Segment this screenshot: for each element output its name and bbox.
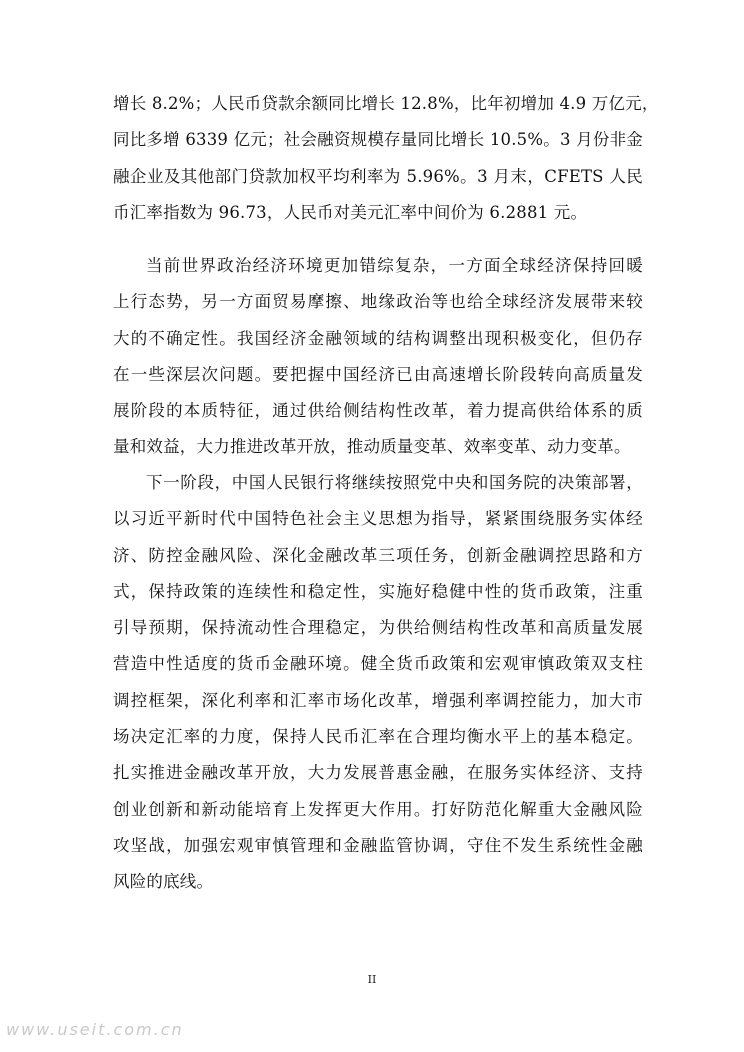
paragraph-line: 融企业及其他部门贷款加权平均利率为 5.96%。3 月末，CFETS 人民 xyxy=(113,166,643,186)
paragraph-line: 量和效益，大力推进改革开放，推动质量变革、效率变革、动力变革。 xyxy=(113,437,631,457)
paragraph-line: 济、防控金融风险、深化金融改革三项任务，创新金融调控思路和方 xyxy=(113,545,643,565)
paragraph-line: 增长 8.2%；人民币贷款余额同比增长 12.8%，比年初增加 4.9 万亿元， xyxy=(113,94,659,113)
paragraph-line: 式，保持政策的连续性和稳定性，实施好稳健中性的货币政策，注重 xyxy=(113,581,643,601)
paragraph-line: 以习近平新时代中国特色社会主义思想为指导，紧紧围绕服务实体经 xyxy=(113,509,643,529)
paragraph-line: 扎实推进金融改革开放，大力发展普惠金融，在服务实体经济、支持 xyxy=(113,763,643,783)
paragraph-line: 场决定汇率的力度，保持人民币汇率在合理均衡水平上的基本稳定。 xyxy=(113,727,643,747)
paragraph-line: 同比多增 6339 亿元；社会融资规模存量同比增长 10.5%。3 月份非金 xyxy=(113,130,643,150)
paragraph-line: 下一阶段，中国人民银行将继续按照党中央和国务院的决策部署， xyxy=(146,473,643,492)
paragraph-line: 展阶段的本质特征，通过供给侧结构性改革，着力提高供给体系的质 xyxy=(113,401,643,421)
paragraph-line: 营造中性适度的货币金融环境。健全货币政策和宏观审慎政策双支柱 xyxy=(113,654,643,674)
paragraph-line: 攻坚战，加强宏观审慎管理和金融监管协调，守住不发生系统性金融 xyxy=(113,835,643,855)
paragraph-line: 上行态势，另一方面贸易摩擦、地缘政治等也给全球经济发展带来较 xyxy=(113,292,643,312)
paragraph-2 xyxy=(113,248,643,466)
paragraph-line: 大的不确定性。我国经济金融领域的结构调整出现积极变化，但仍存 xyxy=(113,328,643,348)
page-number: II xyxy=(367,973,377,986)
paragraph-line: 调控框架，深化利率和汇率市场化改革，增强利率调控能力，加大市 xyxy=(113,690,643,710)
paragraph-line: 风险的底线。 xyxy=(113,872,214,892)
watermark: www.useit.com.cn xyxy=(6,1020,184,1039)
paragraph-line: 创业创新和新动能培育上发挥更大作用。打好防范化解重大金融风险 xyxy=(113,799,643,819)
paragraph-line: 币汇率指数为 96.73，人民币对美元汇率中间价为 6.2881 元。 xyxy=(113,202,588,222)
paragraph-3 xyxy=(113,465,643,901)
paragraph-line: 引导预期，保持流动性合理稳定，为供给侧结构性改革和高质量发展 xyxy=(113,618,643,638)
paragraph-1 xyxy=(113,86,659,231)
paragraph-line: 在一些深层次问题。要把握中国经济已由高速增长阶段转向高质量发 xyxy=(113,364,643,384)
paragraph-line: 当前世界政治经济环境更加错综复杂，一方面全球经济保持回暖 xyxy=(146,256,643,275)
